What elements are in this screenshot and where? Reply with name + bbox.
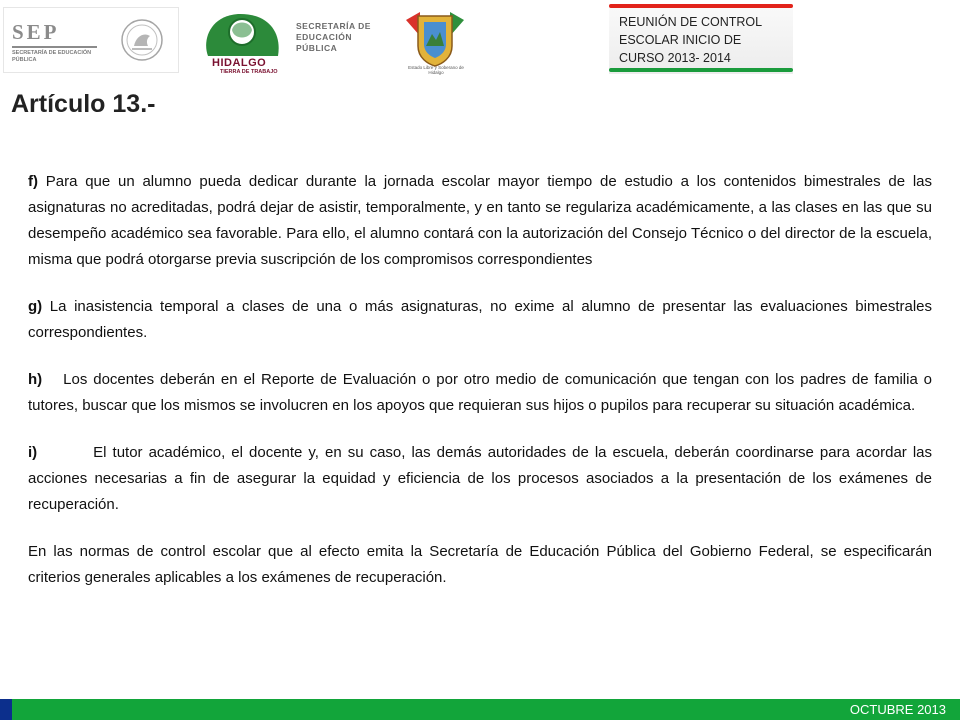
paragraph-label: f) bbox=[28, 173, 38, 190]
meeting-title-box bbox=[609, 4, 793, 74]
header bbox=[0, 0, 960, 85]
secretaria-educacion-label bbox=[296, 21, 371, 54]
footer-bar bbox=[0, 699, 960, 720]
footer-date: OCTUBRE 2013 bbox=[849, 702, 946, 717]
escudo-caption: Estado Libre y Soberano de Hidalgo bbox=[408, 65, 464, 75]
green-accent-bar bbox=[609, 68, 793, 72]
meeting-line-2: ESCOLAR INICIO DE bbox=[619, 33, 742, 47]
paragraph-label: i) bbox=[28, 444, 38, 461]
paragraph-g bbox=[28, 294, 932, 346]
mexico-seal-icon bbox=[120, 18, 164, 62]
sep-logo bbox=[4, 8, 178, 72]
paragraph-label: h) bbox=[28, 371, 43, 388]
secretaria-line-3: PÚBLICA bbox=[296, 43, 338, 53]
meeting-title bbox=[619, 13, 762, 67]
article-content bbox=[28, 169, 932, 612]
secretaria-line-1: SECRETARÍA DE bbox=[296, 21, 371, 31]
footer-green-band bbox=[0, 699, 960, 720]
secretaria-line-2: EDUCACIÓN bbox=[296, 32, 352, 42]
hidalgo-logo bbox=[198, 10, 293, 76]
article-title: Artículo 13.- bbox=[11, 90, 156, 118]
paragraph-text: Los docentes deberán en el Reporte de Evaluación o por otro medio de comunicación que tengan con los padres de familia o tutores, buscar que los mismos se involucren en los apoyos que requieran sus hijos o pupilos para recuperar su situación académica. bbox=[28, 371, 932, 414]
paragraph-text: El tutor académico, el docente y, en su caso, las demás autoridades de la escuela, deberán coordinarse para acordar las acciones necesarias a fin de asegurar la equidad y eficiencia de los procesos asociados a la presentación de los exámenes de recuperación. bbox=[28, 444, 932, 513]
paragraph-text: En las normas de control escolar que al efecto emita la Secretaría de Educación Pública del Gobierno Federal, se especificarán criterios generales aplicables a los exámenes de recuperación. bbox=[28, 543, 932, 586]
paragraph-i bbox=[28, 440, 932, 518]
footer-blue-accent bbox=[0, 699, 12, 720]
paragraph-label: g) bbox=[28, 298, 43, 315]
sep-divider bbox=[12, 46, 97, 48]
paragraph-text: La inasistencia temporal a clases de una o más asignaturas, no exime al alumno de presentar las evaluaciones bimestrales correspondientes. bbox=[28, 298, 933, 341]
paragraph-closing bbox=[28, 539, 932, 591]
paragraph-text: Para que un alumno pueda dedicar durante la jornada escolar mayor tiempo de estudio a los contenidos bimestrales de las asignaturas no acreditadas, podrá dejar de asistir, temporalmente, y en tanto se regulariza académicamente, a las clases en las que su desempeño académico sea favorable. Para ello, el alumno contará con la autorización del Consejo Técnico o del director de la escuela, misma que podrá otorgarse previa suscripción de los compromisos correspondientes bbox=[28, 173, 933, 268]
red-accent-bar bbox=[609, 4, 793, 8]
hidalgo-wordmark: HIDALGO bbox=[212, 57, 267, 69]
meeting-line-3: CURSO 2013- 2014 bbox=[619, 51, 731, 65]
paragraph-h bbox=[28, 367, 932, 419]
hidalgo-tagline: TIERRA DE TRABAJO bbox=[220, 69, 278, 75]
sep-subtitle: SECRETARÍA DE EDUCACIÓN PÚBLICA bbox=[12, 50, 92, 63]
meeting-line-1: REUNIÓN DE CONTROL bbox=[619, 15, 763, 29]
hidalgo-portrait-icon bbox=[198, 10, 293, 58]
paragraph-f bbox=[28, 169, 932, 273]
sep-wordmark: SEP bbox=[12, 20, 60, 44]
